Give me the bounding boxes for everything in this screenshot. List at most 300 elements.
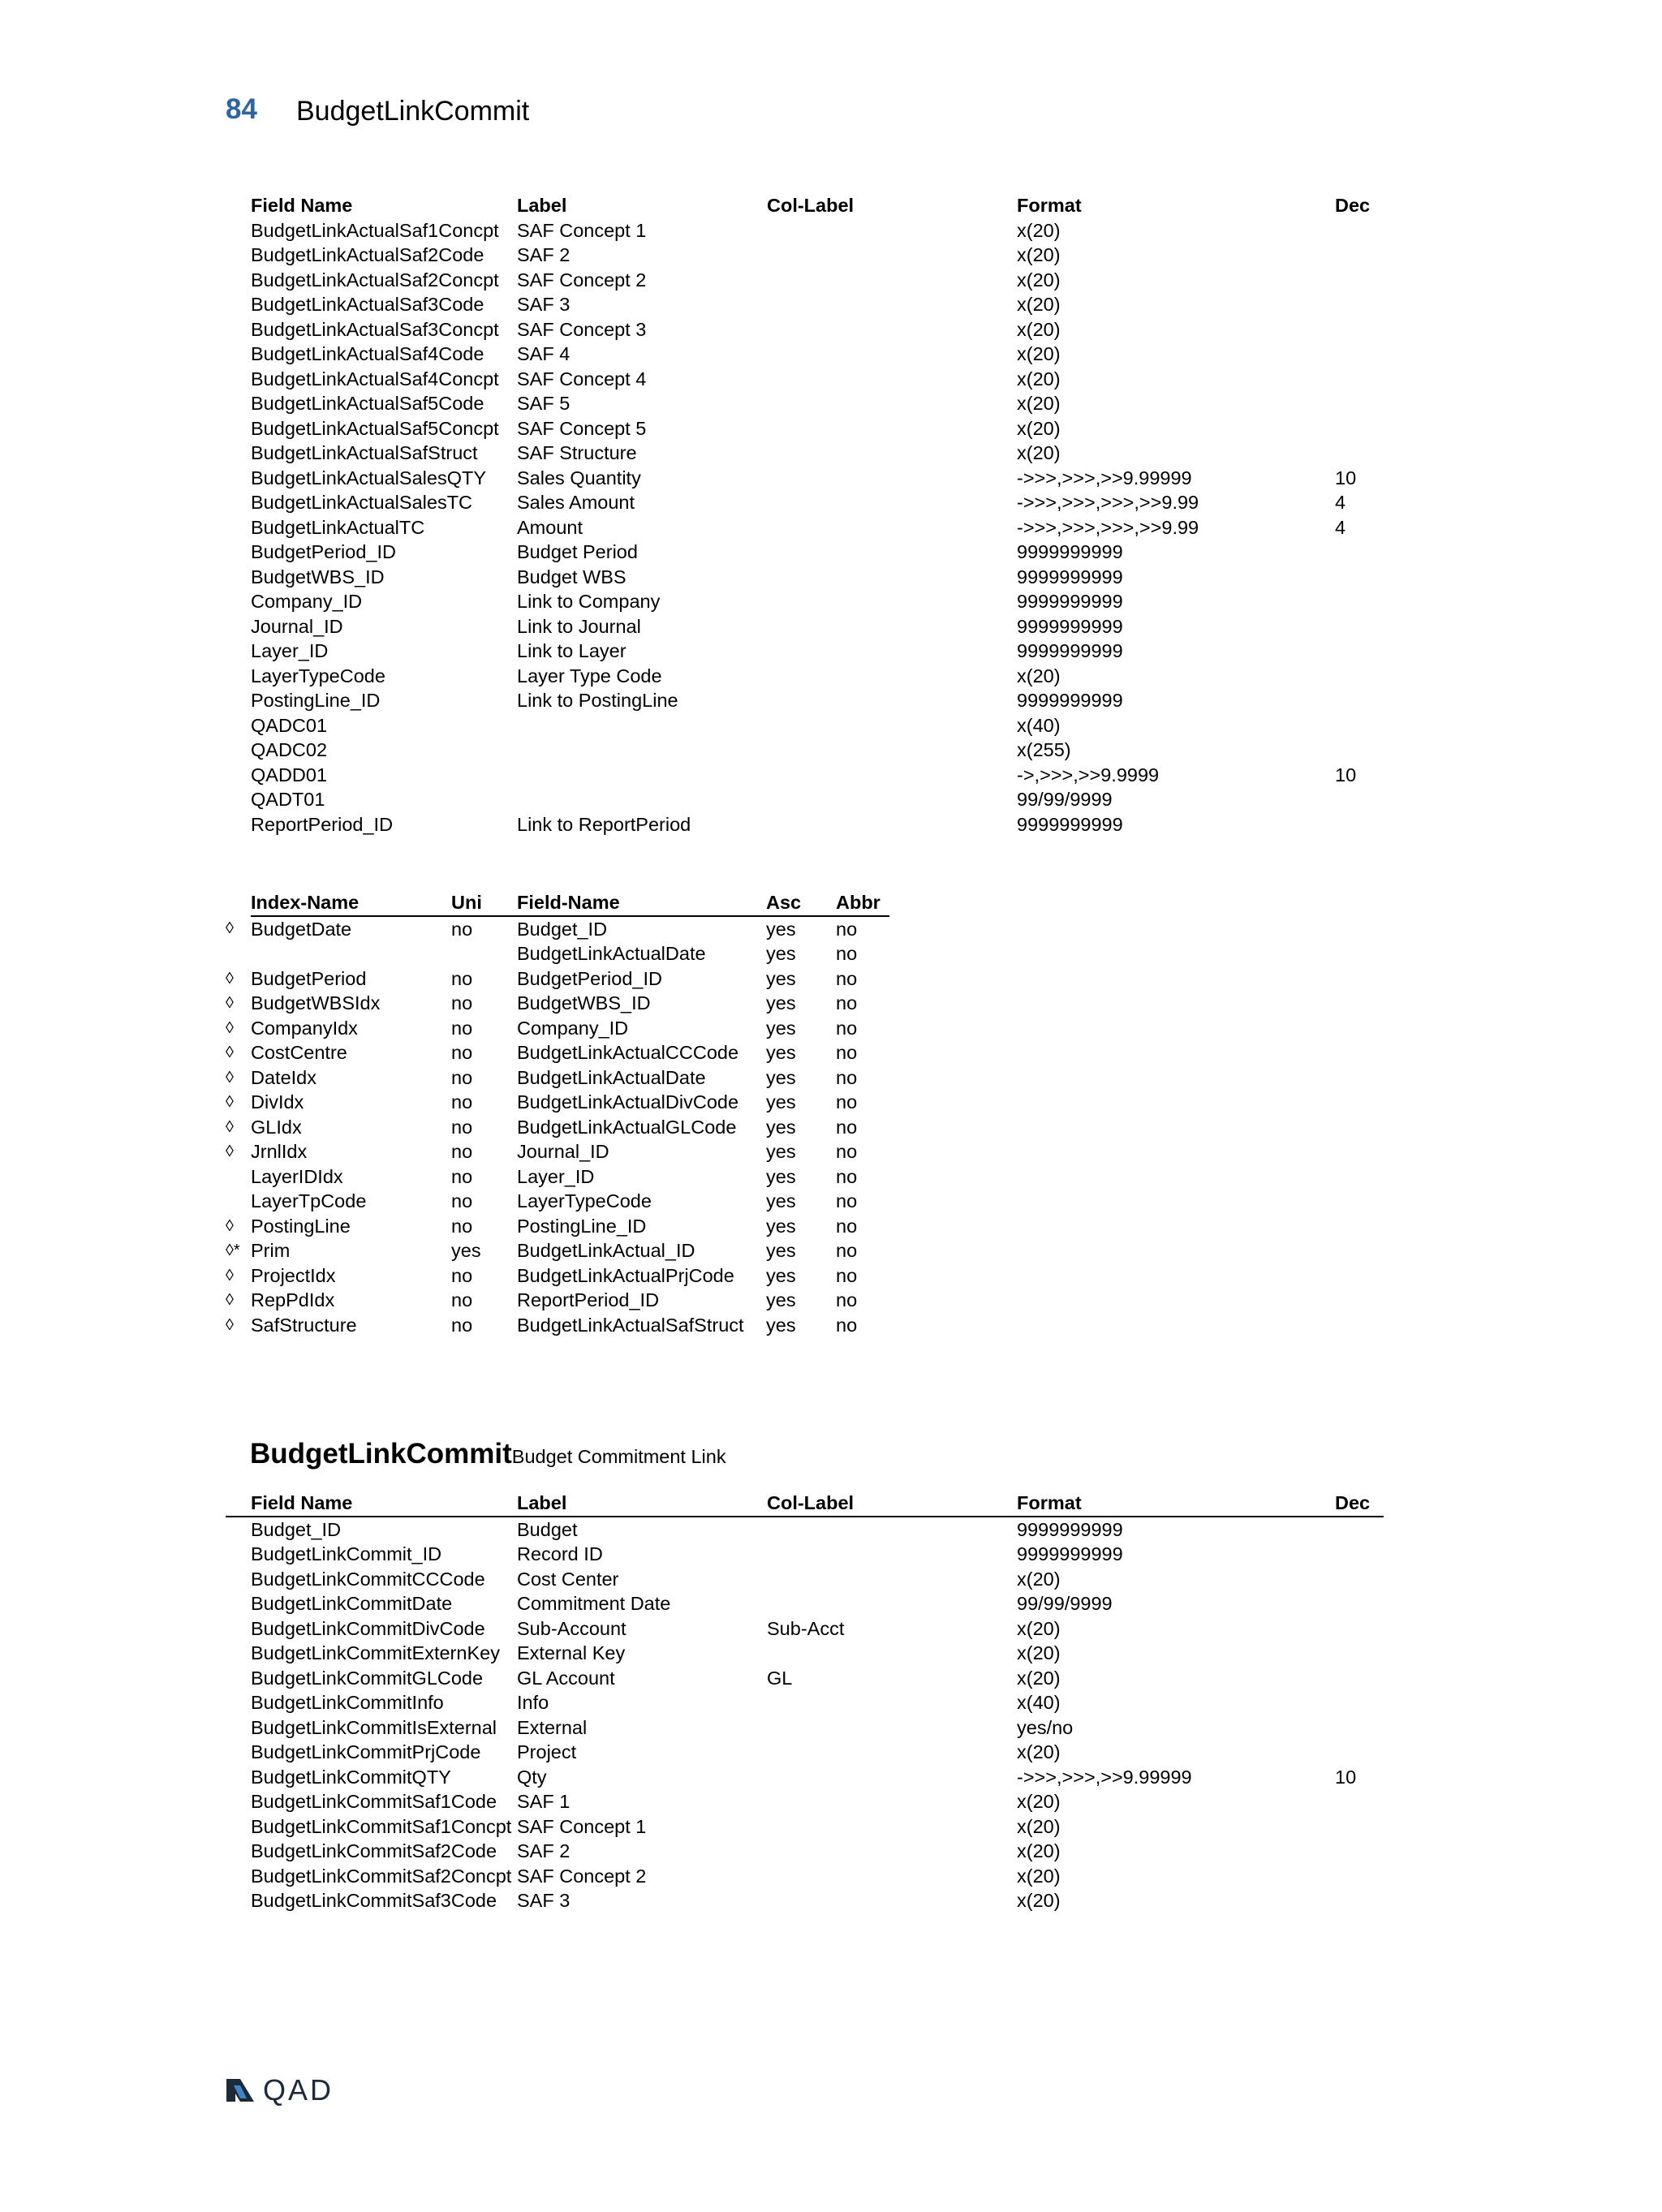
format-cell: x(20) [1017,1741,1061,1762]
label-cell: Budget Period [517,541,638,562]
abbr-cell: no [836,1264,858,1286]
asc-cell: yes [766,1215,796,1237]
dec-cell [1335,664,1384,689]
row-marker [226,268,251,293]
field-name-cell: Budget_ID [517,918,608,940]
col-label-cell [767,218,1017,243]
label-header: Label [517,195,567,216]
row-marker [226,812,251,837]
label-cell: Budget [517,1518,578,1540]
marker-column-header [226,890,251,916]
asc-header: Asc [766,890,836,916]
row-marker [226,490,251,515]
index-marker: ◊ [226,969,234,988]
field-name-cell: BudgetWBS_ID [251,566,385,587]
row-marker [226,565,251,590]
row-marker [226,787,251,812]
abbr-cell: no [836,1314,858,1336]
marker-column-header [226,193,251,218]
format-cell: ->>>,>>>,>>>,>>9.99 [1017,516,1199,538]
format-cell: x(20) [1017,269,1061,290]
col-label-cell [767,1864,1017,1889]
row-marker [226,1666,251,1691]
index-name-cell: SafStructure [251,1314,357,1336]
field-name-cell: BudgetLinkActualSaf3Concpt [251,318,499,340]
table-row [226,515,1384,540]
field-name-cell: LayerTypeCode [517,1190,652,1211]
dec-cell [1335,1666,1384,1691]
row-marker [226,1542,251,1567]
row-marker [226,1839,251,1864]
uni-cell: no [451,1165,473,1187]
row-marker [226,1888,251,1913]
uni-cell: no [451,1215,473,1237]
index-marker: ◊ [226,1216,234,1235]
table-row [226,1542,1384,1567]
format-cell: x(20) [1017,1791,1061,1812]
format-cell: 9999999999 [1017,1518,1123,1540]
field-name-cell: ReportPeriod_ID [251,813,394,835]
index-name-cell: JrnlIdx [251,1141,308,1162]
asc-cell: yes [766,1017,796,1039]
field-name-cell: BudgetLinkCommitIsExternal [251,1716,497,1738]
field-name-cell: BudgetLinkActualSaf3Code [251,294,484,315]
index-marker: ◊ [226,1018,234,1037]
dec-cell [1335,367,1384,392]
asc-cell: yes [766,1264,796,1286]
field-name-cell: BudgetLinkActualSaf4Concpt [251,368,499,389]
dec-header: Dec [1335,1491,1384,1517]
dec-cell [1335,1864,1384,1889]
field-name-cell: BudgetLinkActualDivCode [517,1091,739,1112]
dec-cell [1335,292,1384,317]
format-cell: x(40) [1017,1692,1061,1713]
format-cell: x(20) [1017,343,1061,364]
col-label-cell [767,367,1017,392]
format-cell: x(20) [1017,393,1061,414]
table-row [226,1765,1384,1790]
table-row [226,916,889,942]
format-cell: x(20) [1017,1815,1061,1837]
col-label-cell [767,1517,1017,1543]
col-label-cell [767,1567,1017,1592]
field-name-cell: BudgetLinkActualGLCode [517,1116,737,1138]
table-row [226,1666,1384,1691]
dec-cell [1335,391,1384,416]
label-cell: External Key [517,1642,626,1663]
field-name-cell: BudgetLinkCommitSaf3Code [251,1890,497,1911]
col-label-cell [767,1888,1017,1913]
asc-cell: yes [766,1165,796,1187]
table-header-row [226,890,889,916]
field-name-cell: BudgetLinkActualSaf1Concpt [251,219,499,241]
format-cell: x(20) [1017,1840,1061,1861]
col-label-cell [767,713,1017,738]
col-label-cell [767,688,1017,713]
col-label-cell [767,515,1017,540]
format-cell: x(20) [1017,318,1061,340]
label-cell: Layer Type Code [517,665,662,686]
row-marker [226,664,251,689]
uni-header: Uni [451,890,517,916]
table-row [226,243,1384,268]
dec-cell [1335,1690,1384,1715]
table-row [226,713,1384,738]
dec-cell: 4 [1335,516,1346,538]
index-name-cell: RepPdIdx [251,1289,335,1310]
asc-cell: yes [766,1190,796,1211]
field-name-cell: BudgetLinkCommitExternKey [251,1642,500,1663]
format-cell: 9999999999 [1017,541,1123,562]
label-cell: Link to Journal [517,615,641,637]
col-label-cell [767,812,1017,837]
col-label-cell [767,416,1017,441]
col-label-cell [767,1641,1017,1666]
col-label-cell [767,540,1017,565]
table-row [226,1690,1384,1715]
format-cell: x(20) [1017,417,1061,439]
field-name-cell: BudgetLinkActualSaf2Code [251,244,484,265]
table-row [226,342,1384,367]
asc-cell: yes [766,943,796,964]
index-name-cell: Prim [251,1240,291,1261]
uni-cell: no [451,1190,473,1211]
table-row [226,292,1384,317]
field-name-cell: BudgetLinkCommitSaf2Concpt [251,1865,512,1887]
field-name-cell: BudgetLinkActualSalesQTY [251,467,486,488]
format-cell: x(255) [1017,739,1071,760]
abbr-cell: no [836,918,858,940]
asc-cell: yes [766,1141,796,1162]
format-cell: 99/99/9999 [1017,789,1113,810]
dec-cell [1335,1591,1384,1616]
row-marker [226,1814,251,1840]
table-row [226,416,1384,441]
index-name-cell: BudgetDate [251,918,352,940]
abbr-cell: no [836,1141,858,1162]
field-name-cell: BudgetLinkCommitDivCode [251,1617,485,1639]
index-table [226,890,889,1337]
uni-cell: no [451,1091,473,1112]
format-cell: x(20) [1017,1617,1061,1639]
label-cell: Info [517,1692,549,1713]
uni-cell [451,941,517,966]
dec-cell [1335,1567,1384,1592]
col-label-cell [767,1789,1017,1814]
col-label-cell [767,787,1017,812]
field-name-cell: BudgetLinkCommit_ID [251,1543,442,1564]
dec-cell [1335,342,1384,367]
fields-table-body [226,1517,1384,1913]
field-name-cell: BudgetLinkActualSafStruct [251,442,478,463]
asc-cell: yes [766,1042,796,1063]
row-marker [226,317,251,342]
format-cell: x(20) [1017,1890,1061,1911]
index-name-cell: CompanyIdx [251,1017,358,1039]
uni-cell: no [451,967,473,989]
dec-cell [1335,1517,1384,1543]
col-label-cell [767,589,1017,614]
format-cell: x(20) [1017,1865,1061,1887]
asc-cell: yes [766,918,796,940]
table-row [226,1040,889,1065]
field-name-cell: BudgetLinkCommitPrjCode [251,1741,481,1762]
table-row [226,1016,889,1041]
field-name-cell: BudgetLinkActualPrjCode [517,1264,734,1286]
asc-cell: yes [766,1091,796,1112]
col-label-cell [767,1839,1017,1864]
format-header: Format [1017,195,1082,216]
row-marker [226,1715,251,1741]
row-marker [226,342,251,367]
col-label-cell [767,268,1017,293]
dec-cell [1335,416,1384,441]
row-marker [226,713,251,738]
table-row [226,1740,1384,1765]
table-row [226,1313,889,1338]
label-cell: SAF 5 [517,393,571,414]
dec-cell [1335,243,1384,268]
dec-cell: 10 [1335,467,1357,488]
dec-cell [1335,1616,1384,1642]
field-name-cell: BudgetLinkCommitDate [251,1593,453,1614]
label-cell: Commitment Date [517,1593,671,1614]
row-marker [226,466,251,491]
col-label-cell [767,342,1017,367]
dec-cell [1335,713,1384,738]
section-title [250,1438,726,1470]
field-name-cell: BudgetLinkActualCCCode [517,1042,739,1063]
dec-cell: 10 [1335,764,1357,785]
table-row [226,639,1384,664]
dec-cell [1335,812,1384,837]
field-name-cell: BudgetLinkCommitSaf1Concpt [251,1815,512,1837]
table-row [226,1567,1384,1592]
label-cell: SAF Concept 1 [517,1815,647,1837]
label-cell: Sub-Account [517,1617,626,1639]
field-name-cell: BudgetLinkActualSaf5Code [251,393,484,414]
format-cell: x(20) [1017,442,1061,463]
uni-cell: no [451,1289,473,1310]
dec-cell [1335,1814,1384,1840]
index-marker: ◊ [226,1044,234,1061]
format-cell: ->>>,>>>,>>>,>>9.99 [1017,492,1199,513]
field-name-cell: BudgetLinkActualSafStruct [517,1314,744,1336]
abbr-cell: no [836,1240,858,1261]
row-marker [226,1616,251,1642]
label-cell: SAF 3 [517,294,571,315]
label-cell [517,738,767,763]
label-cell: Project [517,1741,577,1762]
format-cell: 9999999999 [1017,1543,1123,1564]
table-row [226,1263,889,1289]
table-row [226,966,889,992]
format-cell: x(20) [1017,1667,1061,1689]
index-name-cell: CostCentre [251,1042,347,1063]
col-label-cell [767,1715,1017,1741]
index-marker: ◊ [226,1068,234,1087]
dec-cell [1335,1542,1384,1567]
label-cell: SAF Concept 2 [517,269,647,290]
table-row [226,1864,1384,1889]
dec-cell [1335,787,1384,812]
row-marker [226,1765,251,1790]
asc-cell: yes [766,1240,796,1261]
field-name-cell: BudgetPeriod_ID [517,967,662,989]
field-name-cell: QADT01 [251,789,325,810]
uni-cell: no [451,1141,473,1162]
fields-table [226,193,1384,837]
table-row [226,1641,1384,1666]
dec-cell [1335,1789,1384,1814]
index-name-cell: DateIdx [251,1066,316,1088]
label-cell: Link to PostingLine [517,690,678,711]
row-marker [226,292,251,317]
format-cell: 9999999999 [1017,813,1123,835]
abbr-cell: no [836,1091,858,1112]
field-name-cell: BudgetLinkActualSaf5Concpt [251,417,499,439]
dec-cell [1335,1641,1384,1666]
row-marker [226,1690,251,1715]
field-name-cell: BudgetLinkCommitGLCode [251,1667,484,1689]
asc-cell: yes [766,1066,796,1088]
field-name-cell: Budget_ID [251,1518,342,1540]
index-marker [226,941,251,966]
abbr-cell: no [836,943,858,964]
table-row [226,589,1384,614]
dec-cell [1335,540,1384,565]
label-cell: SAF Structure [517,442,637,463]
col-label-cell [767,1814,1017,1840]
table-description: Budget Commitment Link [511,1446,726,1467]
table-row [226,1288,889,1313]
field-name-cell: BudgetLinkCommitQTY [251,1766,451,1788]
asc-cell: yes [766,967,796,989]
table-header-row [226,1491,1384,1517]
table-row [226,317,1384,342]
format-cell: x(40) [1017,714,1061,736]
format-header: Format [1017,1491,1335,1517]
table-row [226,1164,889,1190]
format-cell: x(20) [1017,1642,1061,1663]
uni-cell: no [451,1314,473,1336]
index-name-cell: LayerIDIdx [251,1165,343,1187]
index-marker [226,1189,251,1214]
dec-cell [1335,317,1384,342]
table-row [226,812,1384,837]
label-cell: Link to ReportPeriod [517,813,691,835]
field-name-cell: BudgetLinkActualSaf4Code [251,343,484,364]
label-cell: Sales Quantity [517,467,641,488]
dec-cell: 4 [1335,492,1346,513]
uni-cell: no [451,1116,473,1138]
table-row [226,1616,1384,1642]
abbr-cell: no [836,1215,858,1237]
row-marker [226,1641,251,1666]
table-row [226,1715,1384,1741]
label-cell: SAF Concept 2 [517,1865,647,1887]
col-label-cell: Sub-Acct [767,1617,845,1639]
uni-cell: no [451,918,473,940]
row-marker [226,1517,251,1543]
field-name-cell: BudgetPeriod_ID [251,541,396,562]
label-cell: SAF Concept 5 [517,417,647,439]
label-cell [517,787,767,812]
format-cell: x(20) [1017,1568,1061,1590]
table-row [226,763,1384,788]
format-cell: 9999999999 [1017,690,1123,711]
abbr-cell: no [836,1017,858,1039]
index-marker: ◊ [226,994,234,1012]
dec-cell [1335,1715,1384,1741]
table-name: BudgetLinkCommit [250,1438,512,1470]
table-row [226,738,1384,763]
index-marker: ◊* [226,1242,240,1259]
asc-cell: yes [766,992,796,1013]
format-cell: ->>>,>>>,>>9.99999 [1017,1766,1192,1788]
index-marker: ◊ [226,1117,234,1136]
col-label-cell [767,763,1017,788]
label-cell [517,713,767,738]
table-row [226,1139,889,1164]
asc-cell: yes [766,1314,796,1336]
col-label-cell [767,565,1017,590]
field-name-cell: QADD01 [251,764,328,785]
table-row [226,787,1384,812]
label-cell: External [517,1716,588,1738]
table-row [226,664,1384,689]
field-name-cell: BudgetLinkActualTC [251,516,425,538]
row-marker [226,416,251,441]
col-label-cell [767,1542,1017,1567]
format-cell: x(20) [1017,244,1061,265]
table-row [226,1839,1384,1864]
col-label-cell: GL [767,1667,793,1689]
dec-cell [1335,589,1384,614]
row-marker [226,1591,251,1616]
format-cell: 9999999999 [1017,591,1123,612]
table-row [226,218,1384,243]
abbr-cell: no [836,1190,858,1211]
label-cell: SAF Concept 4 [517,368,647,389]
table-row [226,1214,889,1239]
format-cell: 9999999999 [1017,615,1123,637]
table-row [226,1591,1384,1616]
dec-cell [1335,614,1384,639]
format-cell: 99/99/9999 [1017,1593,1113,1614]
fields-table [226,1491,1384,1913]
field-name-cell: BudgetLinkActualSalesTC [251,492,473,513]
field-name-header: Field-Name [517,890,766,916]
label-cell: SAF Concept 3 [517,318,647,340]
format-cell: 9999999999 [1017,566,1123,587]
format-cell: 9999999999 [1017,640,1123,661]
field-name-cell: Company_ID [251,591,363,612]
field-name-cell: BudgetLinkActualDate [517,1066,706,1088]
field-name-cell: BudgetLinkActualSaf2Concpt [251,269,499,290]
table-row [226,1789,1384,1814]
col-label-cell [767,639,1017,664]
col-label-cell [767,490,1017,515]
table-row [226,1065,889,1091]
field-name-cell: Company_ID [517,1017,629,1039]
qad-logo [224,2074,334,2107]
marker-column-header [226,1491,251,1517]
uni-cell: no [451,1264,473,1286]
format-cell: ->>>,>>>,>>9.99999 [1017,467,1192,488]
abbr-cell: no [836,992,858,1013]
dec-cell [1335,268,1384,293]
